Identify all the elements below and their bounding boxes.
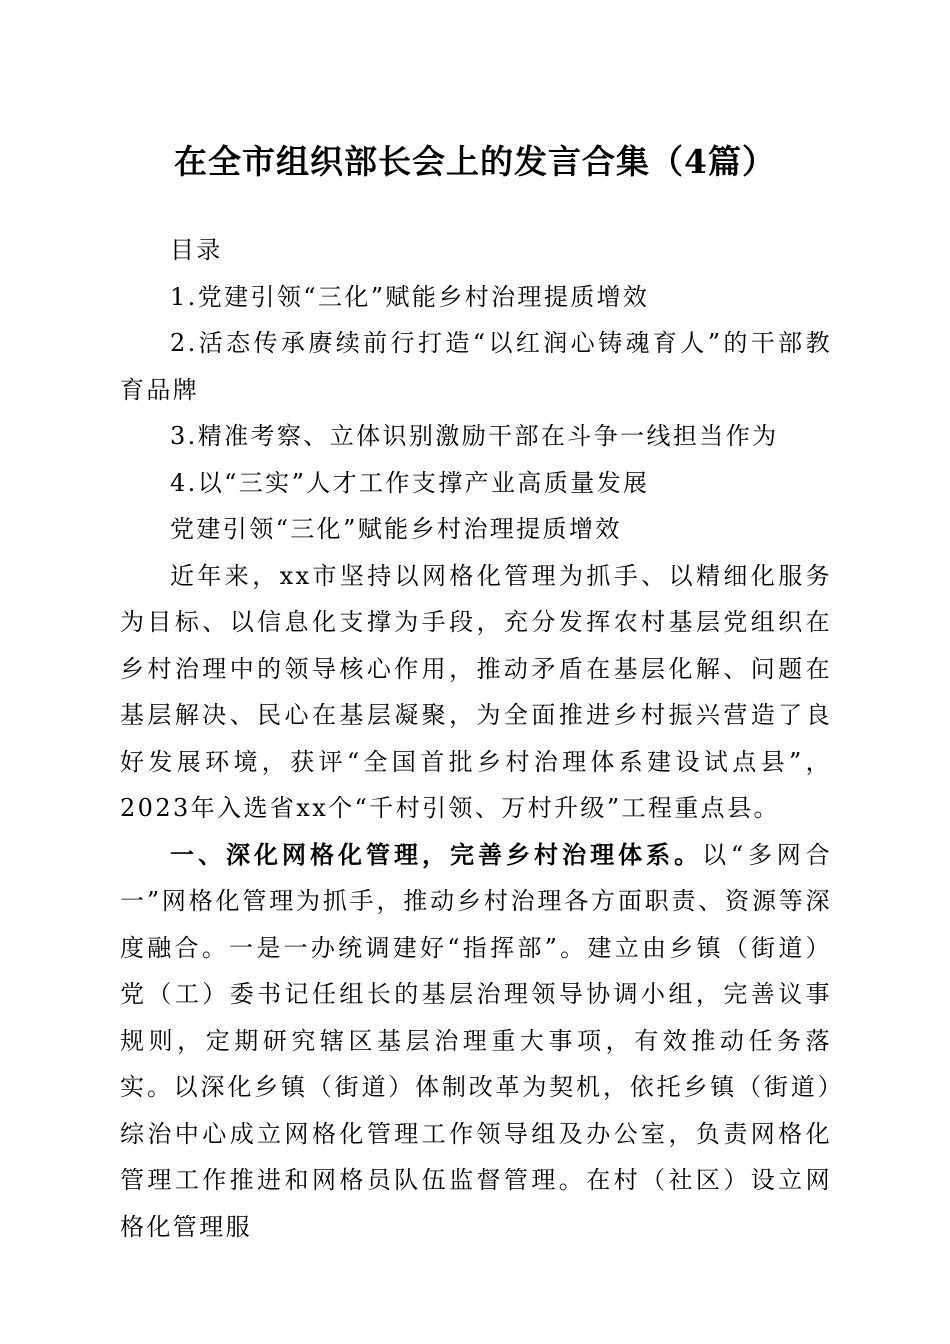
document-title: 在全市组织部长会上的发言合集（4篇） [174, 142, 776, 181]
intro-paragraph: 近年来，xx市坚持以网格化管理为抓手、以精细化服务为目标、以信息化支撑为手段，充分发挥农村基层党组织在乡村治理中的领导核心作用，推动矛盾在基层化解、问题在基层解决、民心在基层凝聚，为全面推进乡村振兴营造了良好发展环境，获评“全国首批乡村治理体系建设试点县”，2023年入选省xx个“千村引领、万村升级”工程重点县。 [120, 561, 832, 822]
section-1-paragraph [120, 832, 832, 1251]
section-1-body: 以“多网合一”网格化管理为抓手，推动乡村治理各方面职责、资源等深度融合。一是一办统调建好“指挥部”。建立由乡镇（街道）党（工）委书记任组长的基层治理领导协调小组，完善议事规则，定期研究辖区基层治理重大事项，有效推动任务落实。以深化乡镇（街道）体制改革为契机，依托乡镇（街道）综治中心成立网格化管理工作领导组及办公室，负责网格化管理工作推进和网格员队伍监督管理。在村（社区）设立网格化管理服 [120, 840, 832, 1241]
toc-label: 目录 [170, 236, 223, 264]
section-1-heading: 一、深化网格化管理，完善乡村治理体系。 [170, 840, 703, 869]
toc-item-4: 4.以“三实”人才工作支撑产业高质量发展 [170, 468, 650, 497]
document-body [120, 227, 832, 1250]
article-title: 党建引领“三化”赋能乡村治理提质增效 [170, 515, 622, 543]
toc-item-2: 2.活态传承赓续前行打造“以红润心铸魂育人”的干部教育品牌 [120, 329, 832, 404]
toc-item-3: 3.精准考察、立体识别激励干部在斗争一线担当作为 [170, 422, 779, 450]
toc-item-1: 1.党建引领“三化”赋能乡村治理提质增效 [170, 282, 650, 311]
